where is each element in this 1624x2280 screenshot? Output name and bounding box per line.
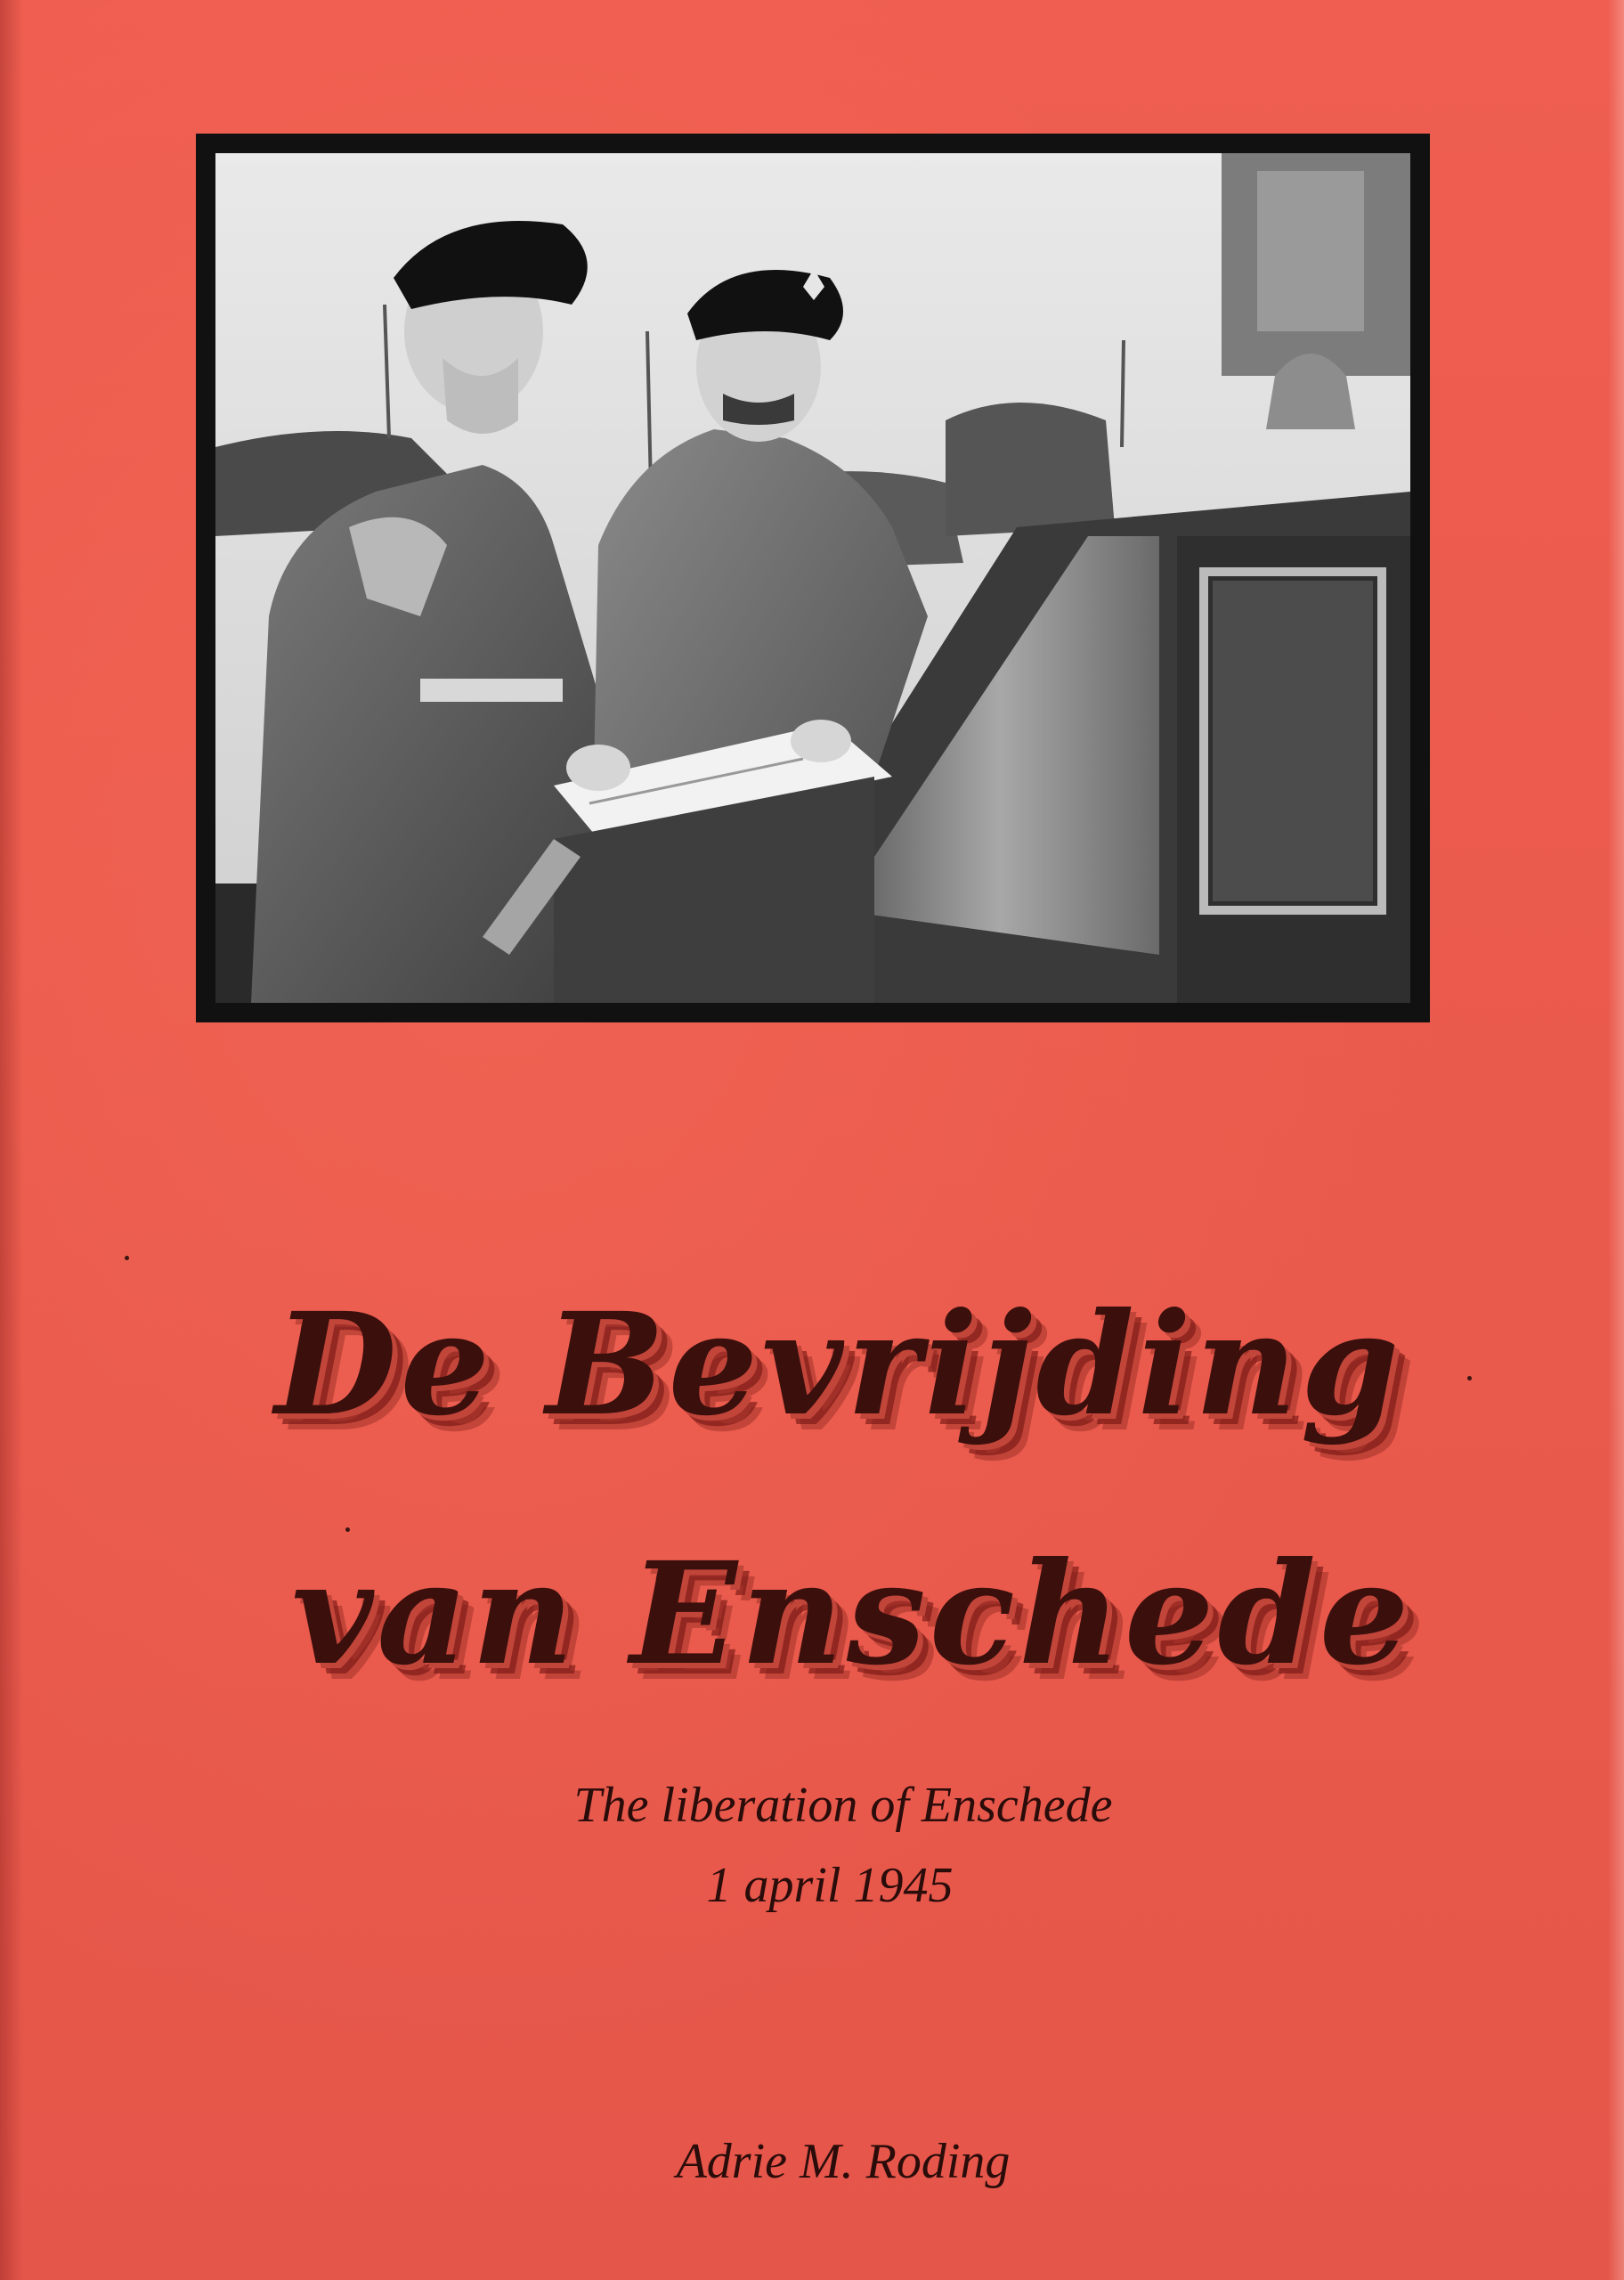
cover-subtitle: The liberation of Enschede: [573, 1778, 1113, 1833]
cover-photo-frame: [196, 134, 1430, 1022]
cover-date: 1 april 1945: [706, 1858, 954, 1913]
print-speck: [125, 1256, 129, 1260]
cover-title-line-1: De Bevrijding: [274, 1282, 1403, 1447]
cover-title-line-2: van Enschede: [291, 1532, 1413, 1697]
cover-photograph: [215, 153, 1410, 1003]
cover-author: Adrie M. Roding: [676, 2134, 1011, 2189]
print-speck: [1467, 1376, 1472, 1380]
print-speck: [345, 1527, 350, 1532]
